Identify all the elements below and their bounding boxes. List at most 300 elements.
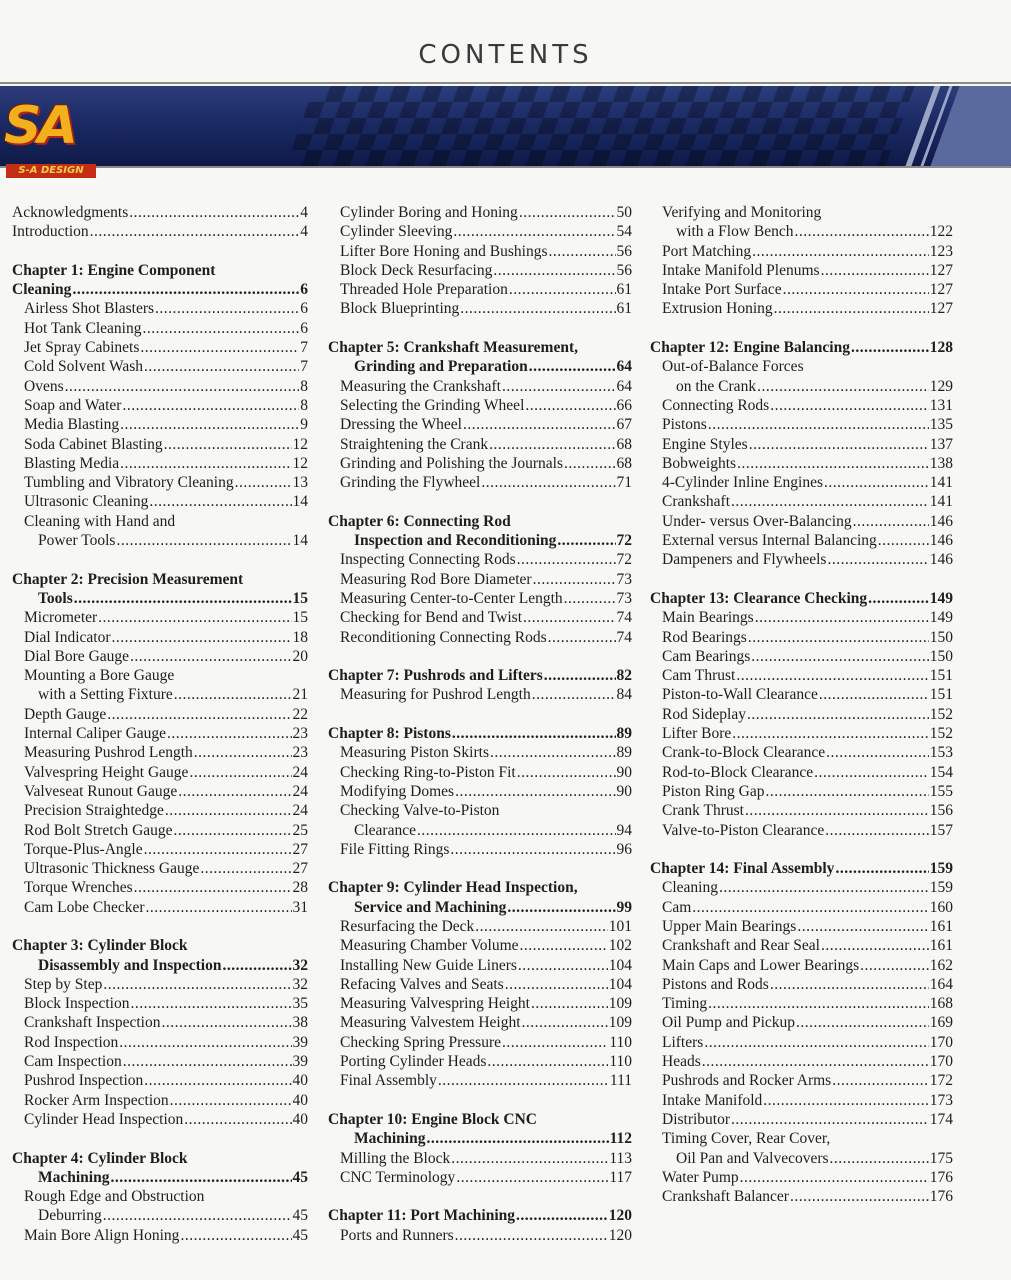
dot-leader [835, 859, 928, 878]
toc-page-number: 45 [292, 1168, 308, 1186]
toc-entry [328, 396, 632, 415]
toc-entry [12, 415, 308, 434]
dot-leader [164, 435, 292, 454]
toc-entry-title: Distributor [662, 1110, 731, 1128]
toc-entry [12, 840, 308, 859]
toc-entry-title: Chapter 9: Cylinder Head Inspection, [328, 879, 578, 897]
toc-entry [328, 1168, 632, 1187]
toc-page-number: 157 [929, 821, 953, 839]
toc-entry-title: Pistons and Rods [662, 975, 769, 993]
toc-entry [650, 1052, 953, 1071]
dot-leader [868, 589, 929, 608]
toc-entry-title: Resurfacing the Deck [340, 917, 475, 935]
toc-entry-title: Block Inspection [24, 995, 130, 1013]
dot-leader [103, 975, 291, 994]
toc-entry [12, 435, 308, 454]
toc-page-number: 153 [929, 744, 953, 762]
toc-entry-title: Threaded Hole Preparation [340, 281, 508, 299]
toc-entry-title: Dampeners and Flywheels [662, 551, 827, 569]
toc-page-number: 159 [929, 879, 953, 897]
toc-entry-title: Clearance [354, 821, 416, 839]
toc-entry-title: Pushrod Inspection [24, 1072, 144, 1090]
toc-chapter-heading [328, 666, 632, 685]
toc-section [328, 1110, 632, 1187]
toc-entry [12, 1187, 308, 1206]
toc-entry-title: Chapter 11: Port Machining [328, 1207, 515, 1225]
toc-entry [12, 628, 308, 647]
toc-page-number: 56 [616, 261, 632, 279]
dot-leader [194, 743, 292, 762]
dot-leader [533, 570, 616, 589]
toc-entry [650, 685, 953, 704]
toc-chapter-heading [650, 589, 953, 608]
toc-entry [650, 512, 953, 531]
toc-entry [12, 801, 308, 820]
toc-entry [12, 222, 308, 241]
toc-page-number: 169 [929, 1014, 953, 1032]
dot-leader [90, 222, 300, 241]
dot-leader [174, 821, 292, 840]
toc-entry [650, 203, 953, 222]
dot-leader [749, 435, 929, 454]
toc-entry-title: Connecting Rods [662, 396, 770, 414]
toc-entry [328, 936, 632, 955]
toc-section [328, 724, 632, 859]
toc-entry [12, 396, 308, 415]
toc-page-number: 24 [292, 802, 308, 820]
dot-leader [732, 724, 928, 743]
dot-leader [489, 435, 615, 454]
dot-leader [770, 396, 929, 415]
toc-entry-title: Intake Manifold Plenums [662, 261, 820, 279]
toc-chapter-heading [328, 512, 632, 531]
toc-entry [650, 647, 953, 666]
toc-chapter-heading [650, 859, 953, 878]
toc-entry-title: Cam Lobe Checker [24, 898, 145, 916]
toc-entry [12, 898, 308, 917]
toc-page-number: 21 [292, 686, 308, 704]
dot-leader [455, 1226, 608, 1245]
toc-entry-title: Lifters [662, 1033, 704, 1051]
toc-entry-title: Measuring Valvestem Height [340, 1014, 521, 1032]
toc-page-number: 22 [292, 705, 308, 723]
dot-leader [122, 396, 299, 415]
toc-column-2 [328, 203, 632, 1264]
toc-entry [328, 685, 632, 704]
dot-leader [112, 628, 292, 647]
toc-page-number: 109 [608, 995, 632, 1013]
dot-leader [826, 743, 929, 762]
toc-entry-title: Cylinder Boring and Honing [340, 204, 518, 221]
toc-page-number: 162 [929, 956, 953, 974]
toc-entry-title: 4-Cylinder Inline Engines [662, 474, 823, 492]
toc-entry [650, 396, 953, 415]
toc-entry [328, 1226, 632, 1245]
dot-leader [155, 299, 299, 318]
toc-entry-title: Chapter 6: Connecting Rod [328, 512, 511, 530]
toc-section [328, 512, 632, 647]
toc-entry-title: Soda Cabinet Blasting [24, 435, 163, 453]
toc-page-number: 161 [929, 917, 953, 935]
toc-entry [650, 377, 953, 396]
toc-page-number: 38 [292, 1014, 308, 1032]
dot-leader [174, 685, 292, 704]
dot-leader [825, 821, 928, 840]
toc-entry [328, 994, 632, 1013]
toc-entry-title: Measuring for Pushrod Length [340, 686, 531, 704]
toc-page-number: 120 [608, 1207, 632, 1225]
toc-entry-title: Internal Caliper Gauge [24, 725, 167, 743]
toc-entry [12, 608, 308, 627]
dot-leader [502, 1033, 608, 1052]
toc-entry-title: Media Blasting [24, 416, 120, 434]
toc-page-number: 24 [292, 763, 308, 781]
toc-entry-title: Cleaning with Hand and [24, 512, 176, 530]
toc-page-number: 127 [929, 300, 953, 318]
toc-entry-title: Chapter 3: Cylinder Block [12, 937, 188, 955]
toc-page-number: 72 [616, 532, 632, 550]
toc-entry [12, 1226, 308, 1245]
dot-leader [475, 917, 607, 936]
toc-page-number: 152 [929, 725, 953, 743]
toc-entry-title: Rod-to-Block Clearance [662, 763, 814, 781]
dot-leader [827, 550, 928, 569]
toc-section [650, 859, 953, 1206]
toc-page-number: 84 [616, 686, 632, 704]
toc-entry [650, 705, 953, 724]
toc-entry-title: Lifter Bore [662, 725, 732, 743]
dot-leader [529, 357, 616, 376]
toc-entry [328, 1013, 632, 1032]
toc-entry-title: Port Matching [662, 242, 752, 260]
toc-section [328, 338, 632, 492]
dot-leader [438, 1071, 609, 1090]
toc-section [12, 936, 308, 1129]
dot-leader [763, 1091, 928, 1110]
toc-entry [12, 1052, 308, 1071]
dot-leader [796, 1013, 929, 1032]
toc-page-number: 40 [292, 1072, 308, 1090]
toc-page-number: 170 [929, 1053, 953, 1071]
toc-entry [12, 1110, 308, 1129]
toc-entry-title: Cam Bearings [662, 647, 751, 665]
toc-entry [650, 357, 953, 376]
dot-leader [103, 1206, 292, 1225]
dot-leader [426, 1129, 608, 1148]
toc-entry-title: Machining [38, 1168, 110, 1186]
toc-entry-title: Crank-to-Block Clearance [662, 744, 826, 762]
toc-entry [650, 1129, 953, 1148]
toc-entry-title: Step by Step [24, 975, 103, 993]
toc-entry-title: Verifying and Monitoring [662, 204, 822, 221]
page-title: CONTENTS [418, 40, 593, 70]
dot-leader [704, 1033, 928, 1052]
toc-entry [12, 821, 308, 840]
toc-entry-title: Soap and Water [24, 396, 122, 414]
toc-entry-title: Chapter 1: Engine Component [12, 261, 216, 279]
dot-leader [544, 666, 616, 685]
toc-page-number: 28 [292, 879, 308, 897]
toc-page-number: 131 [929, 396, 953, 414]
dot-leader [144, 357, 299, 376]
dot-leader [134, 878, 292, 897]
toc-entry-title: Milling the Block [340, 1149, 451, 1167]
toc-page-number: 74 [616, 609, 632, 627]
toc-entry-title: Chapter 14: Final Assembly [650, 860, 835, 878]
toc-section [12, 261, 308, 550]
toc-page-number: 27 [292, 840, 308, 858]
toc-page-number: 4 [300, 223, 308, 241]
toc-entry [328, 975, 632, 994]
toc-entry-title: Intake Port Surface [662, 281, 782, 299]
toc-entry-title: Installing New Guide Liners [340, 956, 517, 974]
dot-leader [851, 338, 929, 357]
toc-chapter-heading [328, 357, 632, 376]
dot-leader [110, 1168, 291, 1187]
toc-entry [650, 454, 953, 473]
toc-entry [328, 1033, 632, 1052]
toc-entry [650, 1033, 953, 1052]
toc-chapter-heading [12, 280, 308, 299]
dot-leader [783, 280, 929, 299]
dot-leader [748, 628, 929, 647]
toc-entry-title: Straightening the Crank [340, 435, 489, 453]
toc-entry [650, 261, 953, 280]
toc-entry [650, 628, 953, 647]
toc-page-number: 82 [616, 667, 632, 685]
toc-page-number: 50 [616, 204, 632, 221]
toc-entry [328, 801, 632, 820]
toc-entry-title: Measuring Center-to-Center Length [340, 589, 563, 607]
toc-entry-title: Grinding and Preparation [354, 358, 528, 376]
toc-entry [12, 685, 308, 704]
toc-page-number: 64 [616, 377, 632, 395]
dot-leader [708, 415, 929, 434]
toc-chapter-heading [328, 724, 632, 743]
toc-page-number: 173 [929, 1091, 953, 1109]
dot-leader [142, 319, 299, 338]
toc-entry [12, 1013, 308, 1032]
toc-page-number: 6 [300, 300, 308, 318]
toc-entry [12, 859, 308, 878]
dot-leader [548, 628, 616, 647]
toc-entry-title: Oil Pan and Valvecovers [676, 1149, 829, 1167]
toc-page-number: 45 [292, 1226, 308, 1244]
banner-tail [930, 86, 1011, 166]
toc-entry [650, 975, 953, 994]
dot-leader [740, 1168, 929, 1187]
toc-entry-title: Crankshaft [662, 493, 731, 511]
toc-page-number: 172 [929, 1072, 953, 1090]
toc-entry-title: Crank Thrust [662, 802, 744, 820]
toc-page-number: 150 [929, 647, 953, 665]
toc-page-number: 89 [616, 725, 632, 743]
toc-page-number: 94 [616, 821, 632, 839]
toc-entry [328, 570, 632, 589]
toc-page-number: 156 [929, 802, 953, 820]
toc-entry-title: Piston-to-Wall Clearance [662, 686, 818, 704]
toc-page-number: 23 [292, 725, 308, 743]
banner-rule-bottom [0, 166, 1011, 168]
toc-entry-title: Block Blueprinting [340, 300, 460, 318]
toc-chapter-heading [12, 570, 308, 589]
toc-page-number: 129 [929, 377, 953, 395]
toc-page-number: 32 [292, 975, 308, 993]
dot-leader [116, 531, 291, 550]
toc-entry [12, 975, 308, 994]
dot-leader [523, 608, 615, 627]
toc-entry-title: Chapter 4: Cylinder Block [12, 1149, 188, 1167]
dot-leader [774, 299, 929, 318]
toc-page-number: 164 [929, 975, 953, 993]
toc-section [328, 878, 632, 1090]
toc-entry-title: Bobweights [662, 454, 737, 472]
toc-entry [328, 589, 632, 608]
toc-entry-title: Final Assembly [340, 1072, 437, 1090]
toc-entry [650, 1187, 953, 1206]
toc-entry [12, 1033, 308, 1052]
toc-entry-title: Inspection and Reconditioning [354, 532, 557, 550]
toc-entry-title: Jet Spray Cabinets [24, 339, 140, 357]
toc-entry [650, 994, 953, 1013]
toc-page-number: 161 [929, 937, 953, 955]
toc-page-number: 137 [929, 435, 953, 453]
toc-entry [650, 763, 953, 782]
toc-page-number: 174 [929, 1110, 953, 1128]
dot-leader [853, 512, 929, 531]
toc-entry [650, 898, 953, 917]
toc-entry-title: Out-of-Balance Forces [662, 358, 804, 376]
toc-entry [650, 801, 953, 820]
toc-entry-title: Main Bore Align Honing [24, 1226, 180, 1244]
toc-page-number: 23 [292, 744, 308, 762]
toc-entry-title: Heads [662, 1053, 701, 1071]
toc-entry [650, 782, 953, 801]
toc-page-number: 61 [616, 300, 632, 318]
toc-page-number: 175 [929, 1149, 953, 1167]
toc-entry [328, 299, 632, 318]
dot-leader [74, 589, 292, 608]
dot-leader [178, 782, 291, 801]
dot-leader [167, 724, 291, 743]
toc-entry [12, 319, 308, 338]
toc-entry-title: Measuring the Crankshaft [340, 377, 501, 395]
toc-page-number: 109 [608, 1014, 632, 1032]
dot-leader [517, 763, 616, 782]
toc-page-number: 7 [300, 358, 308, 376]
dot-leader [460, 299, 615, 318]
dot-leader [235, 473, 292, 492]
toc-entry [650, 242, 953, 261]
dot-leader [120, 415, 299, 434]
toc-entry-title: Extrusion Honing [662, 300, 773, 318]
dot-leader [189, 763, 291, 782]
toc-entry [650, 550, 953, 569]
toc-page-number: 73 [616, 589, 632, 607]
toc-entry [12, 1206, 308, 1225]
toc-entry [328, 550, 632, 569]
toc-entry [328, 763, 632, 782]
dot-leader [795, 222, 929, 241]
toc-entry-title: Cam Thrust [662, 667, 736, 685]
toc-entry-title: Grinding the Flywheel [340, 474, 481, 492]
toc-page-number: 141 [929, 493, 953, 511]
toc-entry-title: Acknowledgments [12, 204, 129, 221]
toc-entry-title: Engine Styles [662, 435, 748, 453]
toc-page-number: 141 [929, 474, 953, 492]
toc-entry [328, 821, 632, 840]
toc-page-number: 112 [609, 1130, 632, 1148]
dot-leader [819, 685, 929, 704]
toc-page-number: 122 [929, 223, 953, 241]
toc-page-number: 150 [929, 628, 953, 646]
dot-leader [692, 898, 928, 917]
toc-entry [328, 454, 632, 473]
toc-entry-title: Airless Shot Blasters [24, 300, 155, 318]
toc-chapter-heading [328, 1129, 632, 1148]
dot-leader [453, 222, 615, 241]
dot-leader [502, 377, 616, 396]
dot-leader [119, 1033, 291, 1052]
toc-entry-title: Pushrods and Rocker Arms [662, 1072, 832, 1090]
toc-entry-title: Porting Cylinder Heads [340, 1053, 487, 1071]
toc-entry [12, 531, 308, 550]
toc-entry-title: Torque Wrenches [24, 879, 133, 897]
dot-leader [144, 840, 292, 859]
dot-leader [149, 492, 291, 511]
toc-page-number: 71 [616, 474, 632, 492]
dot-leader [170, 1091, 292, 1110]
toc-entry-title: Refacing Valves and Seats [340, 975, 504, 993]
toc-page-number: 8 [300, 377, 308, 395]
dot-leader [531, 994, 608, 1013]
toc-column-1 [12, 203, 308, 1264]
dot-leader [487, 1052, 608, 1071]
toc-section [328, 1206, 632, 1245]
dot-leader [519, 203, 616, 222]
toc-entry [650, 492, 953, 511]
toc-entry [12, 357, 308, 376]
toc-entry-title: Chapter 8: Pistons [328, 725, 451, 743]
toc-page-number: 40 [292, 1091, 308, 1109]
toc-entry [328, 435, 632, 454]
toc-entry-title: with a Setting Fixture [38, 686, 173, 704]
dot-leader [507, 898, 615, 917]
toc-entry [12, 878, 308, 897]
dot-leader [120, 454, 291, 473]
toc-entry-title: Torque-Plus-Angle [24, 840, 143, 858]
toc-entry [650, 878, 953, 897]
toc-page-number: 12 [292, 435, 308, 453]
toc-chapter-heading [328, 878, 632, 897]
dot-leader [129, 203, 299, 222]
toc-entry [12, 473, 308, 492]
toc-page-number: 31 [292, 898, 308, 916]
toc-entry-title: Valve-to-Piston Clearance [662, 821, 825, 839]
toc-entry [12, 666, 308, 685]
toc-entry-title: Selecting the Grinding Wheel [340, 396, 525, 414]
toc-entry-title: Deburring [38, 1207, 102, 1225]
toc-entry-title: Lifter Bore Honing and Bushings [340, 242, 548, 260]
toc-entry-title: Oil Pump and Pickup [662, 1014, 796, 1032]
toc-entry-title: Rod Bolt Stretch Gauge [24, 821, 173, 839]
toc-page-number: 110 [609, 1053, 632, 1071]
dot-leader [518, 956, 608, 975]
toc-page-number: 104 [608, 956, 632, 974]
toc-entry-title: Chapter 7: Pushrods and Lifters [328, 667, 543, 685]
toc-chapter-heading [12, 956, 308, 975]
toc-entry-title: Measuring Piston Skirts [340, 744, 489, 762]
